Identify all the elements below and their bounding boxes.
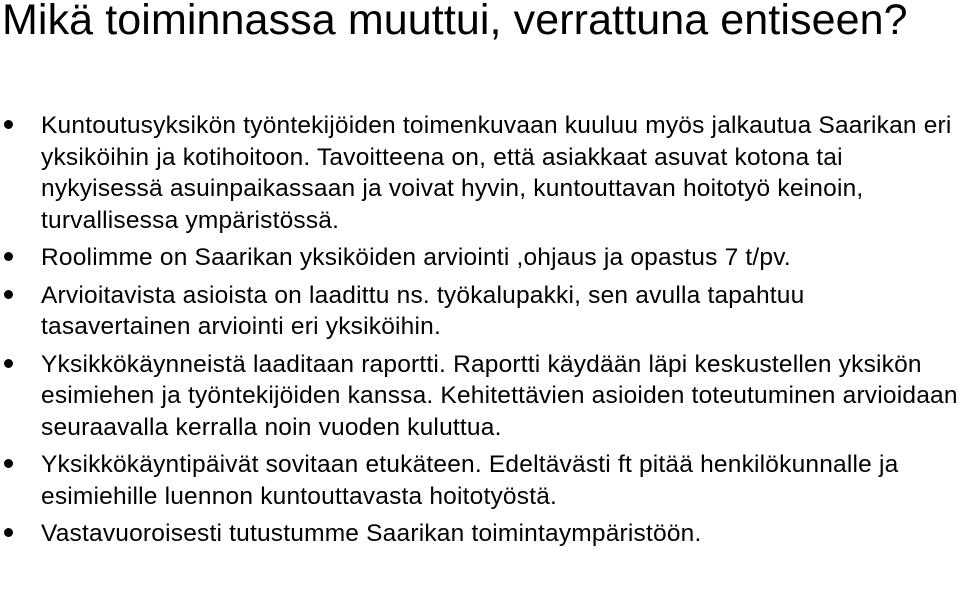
bullet-item [0, 280, 960, 343]
bullet-text: Arvioitavista asioista on laadittu ns. työkalupakki, sen avulla tapahtuu tasavertainen arviointi eri yksiköihin. [41, 281, 805, 340]
bullet-dot-icon [4, 120, 13, 129]
bullet-dot-icon [4, 290, 13, 299]
bullet-item [0, 110, 960, 236]
bullet-text: Kuntoutusyksikön työntekijöiden toimenkuvaan kuuluu myös jalkautua Saarikan eri yksiköihin ja kotihoitoon. Tavoitteena on, että asiakkaat asuvat kotona tai nykyisessä asuinpaikassaan ja voivat hyvin, kuntouttavan hoitotyö keinoin, turvallisessa ympäristössä. [41, 112, 952, 234]
bullet-dot-icon [4, 252, 13, 261]
bullet-text: Vastavuoroisesti tutustumme Saarikan toimintaympäristöön. [41, 520, 702, 547]
bullet-dot-icon [4, 359, 13, 368]
bullet-item [0, 242, 960, 274]
bullet-item [0, 449, 960, 512]
bullet-item [0, 349, 960, 444]
bullet-item [0, 518, 960, 550]
bullet-dot-icon [4, 459, 13, 468]
bullet-text: Roolimme on Saarikan yksiköiden arviointi ,ohjaus ja opastus 7 t/pv. [41, 244, 791, 271]
bullet-text: Yksikkökäynneistä laaditaan raportti. Raportti käydään läpi keskustellen yksikön esimiehen ja työntekijöiden kanssa. Kehitettävien asioiden toteutuminen arvioidaan seuraavalla kerralla noin vuoden kuluttua. [41, 350, 958, 441]
slide-title: Mikä toiminnassa muuttui, verrattuna entiseen? [2, 0, 908, 44]
bullet-dot-icon [4, 528, 13, 537]
bullet-list [0, 110, 960, 556]
bullet-text: Yksikkökäyntipäivät sovitaan etukäteen. Edeltävästi ft pitää henkilökunnalle ja esimiehille luennon kuntouttavasta hoitotyöstä. [41, 451, 899, 510]
